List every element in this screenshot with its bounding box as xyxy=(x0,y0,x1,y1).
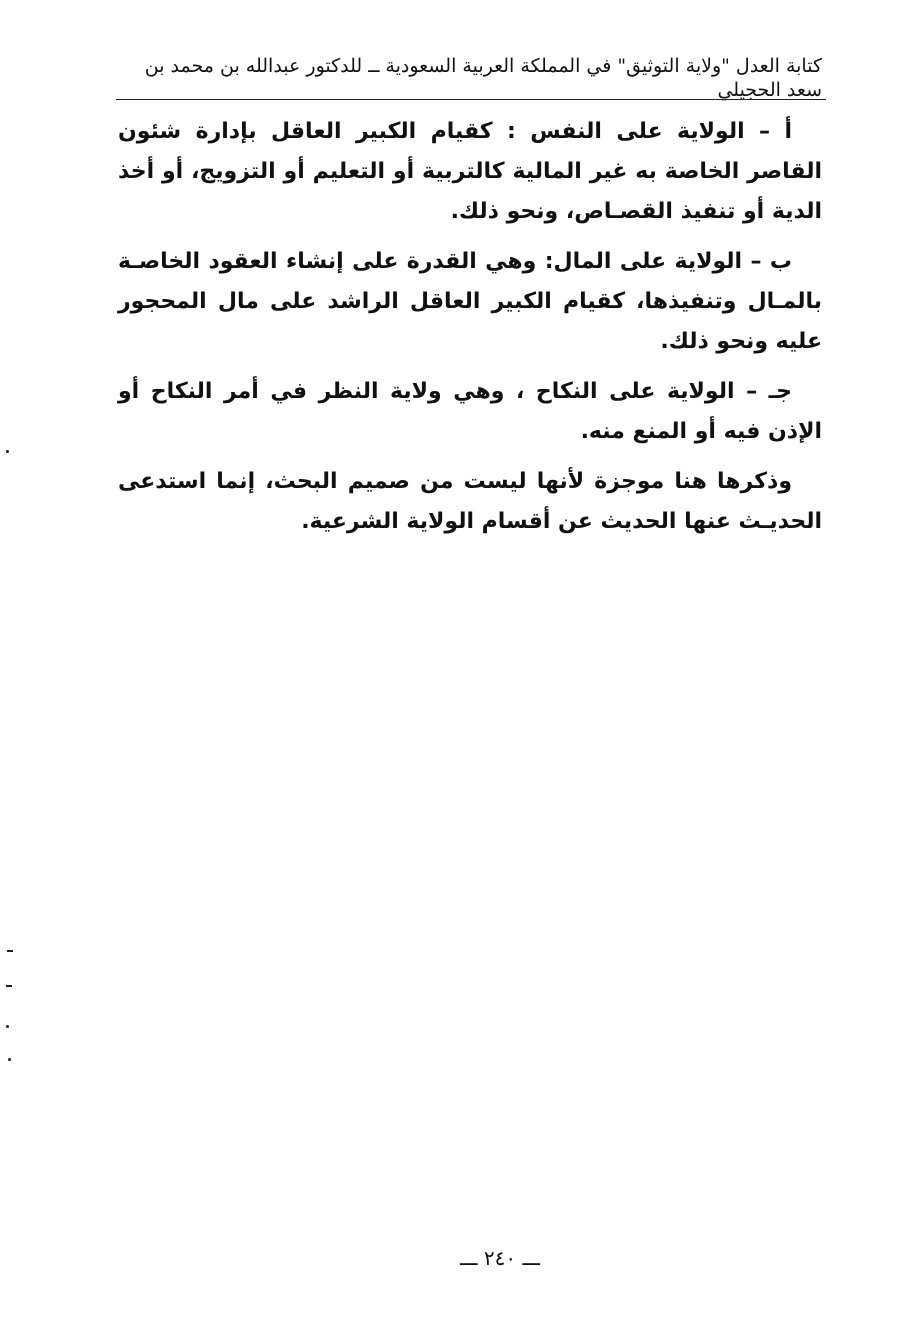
scan-speck xyxy=(6,450,9,453)
paragraph-body: وذكرها هنا موجزة لأنها ليست من صميم البحث، إنما استدعى الحديـث عنها الحديث عن أقسام الولاية الشرعية. xyxy=(118,469,822,534)
scan-speck xyxy=(7,950,13,952)
paragraph-guardianship-property xyxy=(118,242,822,362)
header-divider xyxy=(116,99,826,100)
paragraph-label: جـ – الولاية على النكاح ، xyxy=(515,379,792,404)
paragraph-body: وهي ولاية النظر في أمر النكاح أو الإذن فيه أو المنع منه. xyxy=(118,379,822,444)
paragraph-guardianship-marriage xyxy=(118,372,822,452)
scan-speck xyxy=(8,1058,11,1061)
paragraph-body: كقيام الكبير العاقل بإدارة شئون القاصر الخاصة به غير المالية كالتربية أو التعليم أو التزويج، أو أخذ الدية أو تنفيذ القصـاص، ونحو ذلك. xyxy=(118,119,822,224)
paragraph-note xyxy=(118,462,822,542)
scan-speck xyxy=(6,985,12,987)
paragraph-label: ب – الولاية على المال: xyxy=(544,249,792,274)
paragraph-body: وهي القدرة على إنشاء العقود الخاصـة بالمـال وتنفيذها، كقيام الكبير العاقل الراشد على مال المحجور عليه ونحو ذلك. xyxy=(118,249,822,354)
paragraph-label: أ – الولاية على النفس : xyxy=(507,119,792,144)
running-header: كتابة العدل "ولاية التوثيق" في المملكة العربية السعودية ــ للدكتور عبدالله بن محمد بن سعد الحجيلي xyxy=(144,55,822,101)
paragraph-guardianship-person xyxy=(118,112,822,232)
page-number: ـــ ٢٤٠ ـــ xyxy=(459,1246,541,1270)
body-text xyxy=(118,112,822,552)
scan-speck xyxy=(6,1025,9,1028)
